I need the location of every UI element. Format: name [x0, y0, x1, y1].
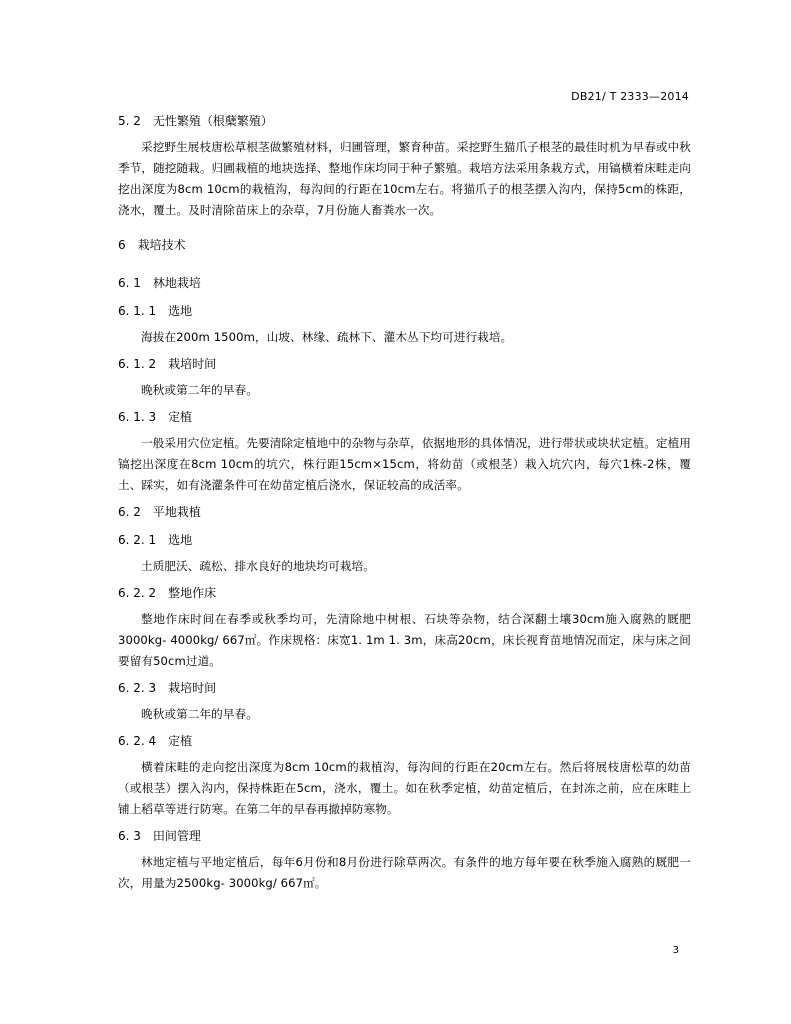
section-heading-5-2 [118, 113, 691, 129]
section-title: 林地栽培 [152, 276, 201, 290]
section-title: 田间管理 [152, 829, 201, 843]
section-heading-6-2-1 [118, 532, 691, 548]
section-number: 6 [118, 238, 126, 252]
section-heading-6-2-2 [118, 585, 691, 601]
section-number: 5. 2 [118, 114, 141, 128]
section-number: 6. 1. 3 [118, 410, 157, 424]
section-heading-6 [118, 237, 691, 253]
page-number: 3 [672, 945, 679, 956]
section-title: 栽培时间 [168, 681, 217, 695]
section-title: 整地作床 [168, 586, 217, 600]
paragraph-6-2-4: 横着床畦的走向挖出深度为8cm 10cm的栽植沟，每沟间的行距在20cm左右。然后将展枝唐松草的幼苗（或根茎）摆入沟内，保持株距在5cm，浇水，覆土。如在秋季定植，幼苗定植后，在封冻之前，应在床畦上铺上稻草等进行防寒。在第二年的早春再撤掉防寒物。 [118, 760, 691, 816]
section-heading-6-1-2 [118, 356, 691, 372]
standard-code: DB21/ T 2333—2014 [571, 90, 689, 103]
section-number: 6. 1. 1 [118, 304, 157, 318]
section-heading-6-2 [118, 504, 691, 520]
section-heading-6-3 [118, 828, 691, 844]
section-number: 6. 3 [118, 829, 141, 843]
section-heading-6-2-3 [118, 680, 691, 696]
section-title: 定植 [168, 734, 193, 748]
section-number: 6. 1. 2 [118, 357, 157, 371]
paragraph-5-2: 采挖野生展枝唐松草根茎做繁殖材料，归圃管理，繁育种苗。采挖野生猫爪子根茎的最佳时机为早春或中秋季节，随挖随栽。归圃栽植的地块选择、整地作床均同于种子繁殖。栽培方法采用条栽方式，用镐横着床畦走向挖出深度为8cm 10cm的栽植沟，每沟间的行距在10cm左右。将猫爪子的根茎摆入沟内，保持5cm的株距，浇水，覆土。及时清除苗床上的杂草，7月份施人畜粪水一次。 [118, 140, 691, 217]
section-heading-6-1-1 [118, 303, 691, 319]
section-heading-6-1-3 [118, 409, 691, 425]
section-title: 选地 [168, 533, 193, 547]
paragraph-6-2-1: 土质肥沃、疏松、排水良好的地块均可栽培。 [141, 559, 375, 573]
section-title: 平地栽植 [152, 505, 201, 519]
section-title: 选地 [168, 304, 193, 318]
section-number: 6. 2. 3 [118, 681, 157, 695]
document-body [118, 113, 691, 894]
section-heading-6-2-4 [118, 733, 691, 749]
section-number: 6. 1 [118, 276, 141, 290]
paragraph-6-1-3: 一般采用穴位定植。先要清除定植地中的杂物与杂草，依据地形的具体情况，进行带状或块状定植。定植用镐挖出深度在8cm 10cm的坑穴，株行距15cm×15cm，将幼苗（或根茎）栽入坑穴内，每穴1株-2株，覆土、踩实，如有浇灌条件可在幼苗定植后浇水，保证较高的成活率。 [118, 436, 691, 492]
section-number: 6. 2. 4 [118, 734, 157, 748]
section-title: 栽培技术 [137, 238, 186, 252]
section-title: 无性繁殖（根蘖繁殖） [152, 114, 273, 128]
paragraph-6-2-2: 整地作床时间在春季或秋季均可，先清除地中树根、石块等杂物，结合深翻土壤30cm施入腐熟的厩肥3000kg- 4000kg/ 667㎡。作床规格：床宽1. 1m 1. 3m，床高20cm，床长视育苗地情况而定，床与床之间要留有50cm过道。 [118, 612, 691, 668]
paragraph-6-3: 林地定植与平地定植后，每年6月份和8月份进行除草两次。有条件的地方每年要在秋季施入腐熟的厩肥一次，用量为2500kg- 3000kg/ 667㎡。 [118, 855, 691, 890]
section-number: 6. 2. 2 [118, 586, 157, 600]
paragraph-6-1-1: 海拔在200m 1500m，山坡、林缘、疏林下、灌木丛下均可进行栽培。 [141, 330, 513, 344]
section-number: 6. 2 [118, 505, 141, 519]
section-title: 栽培时间 [168, 357, 217, 371]
paragraph-6-2-3: 晚秋或第二年的早春。 [141, 707, 258, 721]
section-number: 6. 2. 1 [118, 533, 157, 547]
paragraph-6-1-2: 晚秋或第二年的早春。 [141, 383, 258, 397]
section-heading-6-1 [118, 275, 691, 291]
section-title: 定植 [168, 410, 193, 424]
